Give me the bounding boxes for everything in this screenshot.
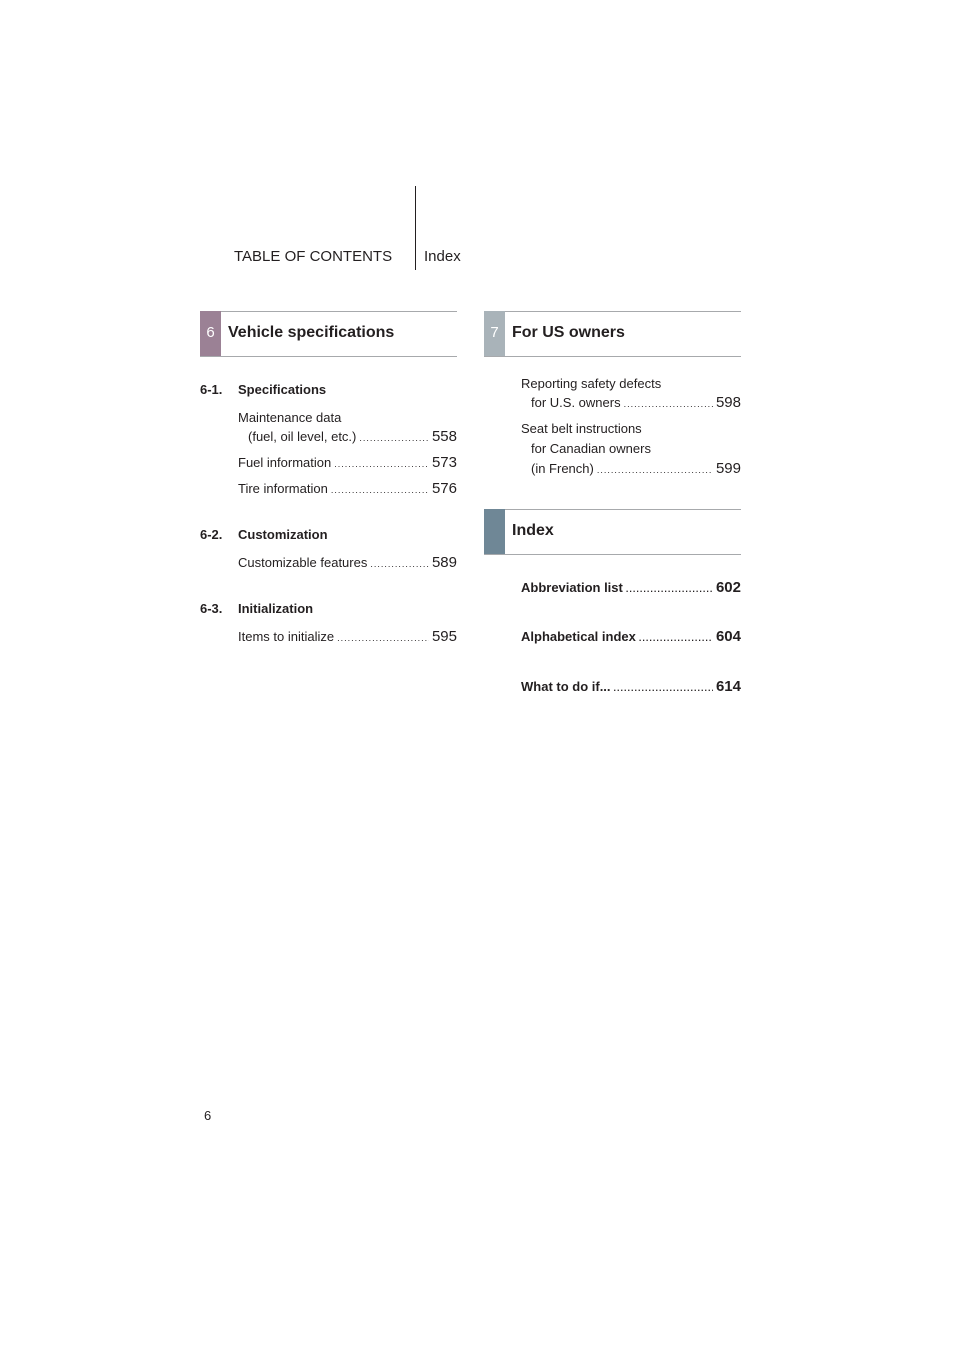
section-index-bottom-rule (484, 554, 741, 555)
section-6-header (200, 311, 457, 357)
entry-items-page: 595 (431, 628, 457, 645)
entry-alphabetical-index[interactable] (521, 628, 741, 645)
entry-seatbelt-instructions[interactable] (531, 460, 741, 477)
entry-maintenance-page: 558 (431, 428, 457, 445)
leader-dots (614, 683, 713, 693)
section-7-number: 7 (484, 311, 505, 357)
entry-alphabetical-label: Alphabetical index (521, 629, 636, 644)
entry-fuel-page: 573 (431, 454, 457, 471)
entry-fuel-information[interactable] (238, 454, 457, 471)
page-number: 6 (204, 1108, 212, 1123)
section-7-header (484, 311, 741, 357)
entry-seatbelt-line1[interactable]: Seat belt instructions (521, 421, 642, 436)
entry-reporting-line1[interactable]: Reporting safety defects (521, 376, 662, 391)
entry-maintenance-line1[interactable]: Maintenance data (238, 410, 342, 425)
leader-dots (639, 633, 713, 643)
group-6-1-code: 6-1. (200, 382, 223, 397)
entry-tire-label: Tire information (238, 481, 328, 496)
header-index-label[interactable]: Index (424, 248, 461, 265)
entry-tire-information[interactable] (238, 480, 457, 497)
leader-dots (370, 559, 429, 569)
section-7-bottom-rule (484, 356, 741, 357)
header-divider (415, 186, 416, 270)
entry-reporting-page: 598 (715, 394, 741, 411)
section-6-number: 6 (200, 311, 221, 357)
entry-fuel-label: Fuel information (238, 455, 332, 470)
entry-seatbelt-line2: for Canadian owners (531, 441, 651, 456)
entry-what-to-do-if[interactable] (521, 678, 741, 695)
entry-tire-page: 576 (431, 480, 457, 497)
entry-abbreviation-page: 602 (715, 579, 741, 596)
group-6-3-code: 6-3. (200, 601, 223, 616)
leader-dots (337, 633, 429, 643)
leader-dots (334, 459, 429, 469)
entry-reporting-line2: for U.S. owners (531, 395, 621, 410)
leader-dots (359, 433, 429, 443)
section-6-title[interactable]: Vehicle specifications (228, 324, 395, 341)
group-6-2-code: 6-2. (200, 527, 223, 542)
entry-items-label: Items to initialize (238, 629, 335, 644)
entry-customizable-features[interactable] (238, 554, 457, 571)
entry-maintenance-line2: (fuel, oil level, etc.) (248, 429, 357, 444)
entry-whattodo-page: 614 (715, 678, 741, 695)
leader-dots (597, 465, 713, 475)
leader-dots (331, 485, 429, 495)
section-index-header (484, 509, 741, 555)
entry-reporting-safety-defects[interactable] (531, 394, 741, 411)
group-6-2-title[interactable]: Customization (238, 527, 328, 542)
entry-seatbelt-page: 599 (715, 460, 741, 477)
entry-whattodo-label: What to do if... (521, 679, 611, 694)
entry-maintenance-data[interactable] (248, 428, 457, 445)
section-index-marker (484, 509, 505, 555)
group-6-1-title[interactable]: Specifications (238, 382, 327, 397)
entry-customizable-label: Customizable features (238, 555, 368, 570)
entry-alphabetical-page: 604 (715, 628, 741, 645)
entry-seatbelt-line3: (in French) (531, 461, 594, 476)
entry-items-to-initialize[interactable] (238, 628, 457, 645)
section-index-title[interactable]: Index (512, 522, 554, 539)
entry-abbreviation-label: Abbreviation list (521, 580, 623, 595)
section-6-bottom-rule (200, 356, 457, 357)
header-toc-label[interactable]: TABLE OF CONTENTS (234, 248, 393, 265)
entry-abbreviation-list[interactable] (521, 579, 741, 596)
entry-customizable-page: 589 (431, 554, 457, 571)
leader-dots (624, 399, 713, 409)
group-6-3-title[interactable]: Initialization (238, 601, 314, 616)
section-7-title[interactable]: For US owners (512, 324, 625, 341)
leader-dots (626, 584, 713, 594)
